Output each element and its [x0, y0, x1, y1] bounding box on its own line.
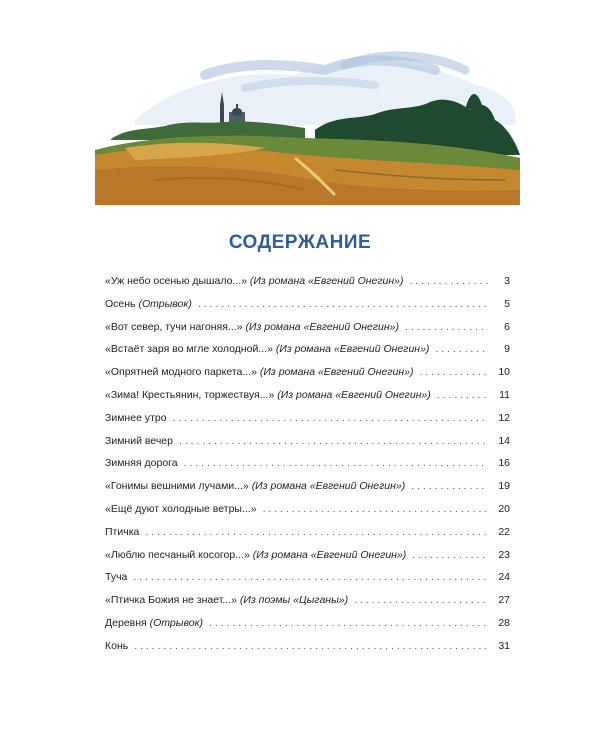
- toc-entry[interactable]: [105, 270, 510, 293]
- dot-leader: [410, 270, 489, 293]
- toc-page-number: 14: [498, 434, 510, 447]
- toc-entry[interactable]: [105, 566, 510, 589]
- toc-page-number: 23: [498, 548, 510, 561]
- toc-entry[interactable]: [105, 475, 510, 498]
- toc-page-number: 3: [504, 275, 510, 287]
- toc-page-number: 12: [498, 411, 510, 424]
- toc-entry-title: Конь: [105, 639, 129, 652]
- toc-page-number: 11: [499, 388, 510, 401]
- dot-leader: [412, 544, 488, 567]
- toc-entry-title: «Уж небо осенью дышало...» (Из романа «Евгений Онегин»): [105, 275, 404, 287]
- dot-leader: [133, 566, 488, 589]
- toc-entry[interactable]: [105, 498, 510, 521]
- toc-page-number: 28: [498, 616, 510, 629]
- toc-page-number: 9: [504, 343, 510, 356]
- toc-entry-title: Осень (Отрывок): [105, 297, 192, 310]
- dot-leader: [179, 430, 488, 453]
- landscape-illustration: [95, 30, 525, 205]
- toc-entry-title: «Встаёт заря во мгле холодной...» (Из романа «Евгений Онегин»): [105, 343, 430, 356]
- toc-entry-note: (Из романа «Евгений Онегин»): [245, 320, 400, 333]
- toc-entry[interactable]: [105, 521, 510, 544]
- dot-leader: [435, 338, 488, 361]
- toc-entry[interactable]: [105, 361, 510, 384]
- dot-leader: [145, 521, 488, 544]
- toc-page-number: 16: [498, 457, 510, 470]
- toc-entry-note: (Из романа «Евгений Онегин»): [252, 548, 407, 561]
- toc-entry-title: «Гонимы вешними лучами...» (Из романа «Евгений Онегин»): [105, 480, 406, 493]
- toc-entry-title: Зимняя дорога: [105, 457, 178, 470]
- toc-page-number: 22: [498, 525, 510, 538]
- toc-entry-title: «Вот север, тучи нагоняя...» (Из романа «Евгений Онегин»): [105, 320, 400, 333]
- toc-entry[interactable]: [105, 612, 510, 635]
- toc-entry[interactable]: [105, 338, 510, 361]
- toc-page-number: 20: [498, 502, 510, 515]
- toc-entry-title: Зимний вечер: [105, 434, 173, 447]
- page-title: СОДЕРЖАНИЕ: [228, 232, 372, 253]
- toc-entry-note: (Отрывок): [138, 297, 192, 310]
- toc-entry-note: (Из романа «Евгений Онегин»): [259, 366, 414, 379]
- toc-page-number: 10: [498, 366, 510, 379]
- toc-entry-title: Зимнее утро: [105, 411, 167, 424]
- toc-entry[interactable]: [105, 384, 510, 407]
- toc-entry[interactable]: [105, 407, 510, 430]
- dot-leader: [411, 475, 488, 498]
- dot-leader: [198, 293, 488, 316]
- toc-entry-title: Туча: [105, 571, 128, 584]
- toc-entry-title: Птичка: [105, 525, 140, 538]
- toc-page-number: 6: [504, 320, 510, 333]
- dot-leader: [354, 589, 488, 612]
- toc-entry-title: «Зима! Крестьянин, торжествуя...» (Из романа «Евгений Онегин»): [105, 388, 431, 401]
- toc-entry-title: «Люблю песчаный косогор...» (Из романа «Евгений Онегин»): [105, 548, 407, 561]
- dot-leader: [437, 384, 488, 407]
- dot-leader: [173, 407, 488, 430]
- toc-page-number: 19: [498, 480, 510, 493]
- toc-entry-title: Деревня (Отрывок): [105, 616, 204, 629]
- table-of-contents: [105, 270, 510, 658]
- dot-leader: [405, 316, 488, 339]
- toc-entry-title: «Опрятней модного паркета...» (Из романа «Евгений Онегин»): [105, 366, 414, 379]
- toc-entry-note: (Из романа «Евгений Онегин»): [251, 480, 406, 493]
- dot-leader: [209, 612, 488, 635]
- toc-entry[interactable]: [105, 316, 510, 339]
- toc-entry[interactable]: [105, 635, 510, 658]
- toc-entry-note: (Отрывок): [149, 616, 204, 629]
- toc-entry-note: (Из поэмы «Цыганы»): [239, 594, 349, 607]
- toc-entry[interactable]: [105, 430, 510, 453]
- toc-entry[interactable]: [105, 589, 510, 612]
- toc-page-number: 24: [498, 571, 510, 584]
- dot-leader: [184, 452, 488, 475]
- toc-entry[interactable]: [105, 544, 510, 567]
- toc-entry-title: «Ещё дуют холодные ветры...»: [105, 502, 257, 515]
- dot-leader: [419, 361, 488, 384]
- toc-page-number: 31: [498, 639, 510, 652]
- toc-entry-note: (Из романа «Евгений Онегин»): [277, 388, 431, 401]
- toc-entry[interactable]: [105, 452, 510, 475]
- toc-page-number: 27: [498, 594, 510, 607]
- toc-entry[interactable]: [105, 293, 510, 316]
- toc-entry-note: (Из романа «Евгений Онегин»): [275, 343, 430, 356]
- toc-entry-title: «Птичка Божия не знает...» (Из поэмы «Цыганы»): [105, 594, 349, 607]
- toc-entry-note: (Из романа «Евгений Онегин»): [249, 275, 404, 287]
- dot-leader: [134, 635, 488, 658]
- toc-page-number: 5: [504, 297, 510, 310]
- dot-leader: [263, 498, 488, 521]
